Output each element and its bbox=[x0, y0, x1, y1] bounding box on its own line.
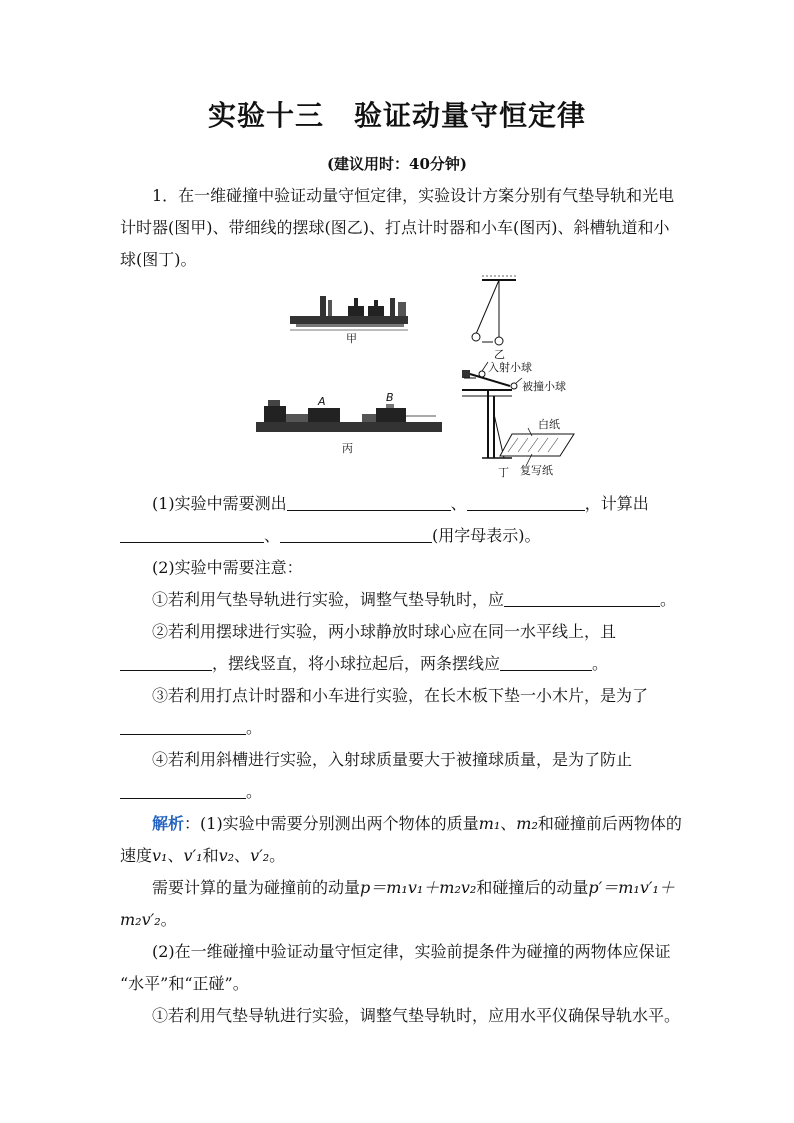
carbon-paper-label: 复写纸 bbox=[520, 464, 553, 477]
figure-ding-inclined-track bbox=[462, 362, 574, 466]
question-1-part-2-item-4-line-2: 。 bbox=[120, 781, 676, 803]
question-1-intro-line-2: 计时器(图甲)、带细线的摆球(图乙)、打点计时器和小车(图丙)、斜槽轨道和小 bbox=[120, 218, 670, 237]
question-1-part-2-item-3-line-2: 。 bbox=[120, 717, 676, 739]
experiment-figures bbox=[250, 274, 590, 490]
question-1-part-2-item-4-line-1: ④若利用斜槽进行实验，入射球质量要大于被撞球质量，是为了防止 bbox=[152, 750, 633, 769]
analysis-line-3: 需要计算的量为碰撞前的动量p＝m₁v₁＋m₂v₂和碰撞后的动量p′＝m₁v′₁＋ bbox=[152, 878, 675, 897]
answer-blank-5[interactable] bbox=[504, 590, 660, 607]
figure-label-jia: 甲 bbox=[346, 332, 357, 345]
analysis-line-7: ①若利用气垫导轨进行实验，调整气垫导轨时，应用水平仪确保导轨水平。 bbox=[152, 1006, 681, 1025]
title-experiment-name: 验证动量守恒定律 bbox=[354, 99, 587, 132]
analysis-line-1: 解析：(1)实验中需要分别测出两个物体的质量m₁、m₂和碰撞前后两物体的 bbox=[152, 814, 682, 833]
answer-blank-7[interactable] bbox=[500, 654, 592, 671]
analysis-tag: 解析 bbox=[152, 814, 185, 833]
question-1-intro-line-3: 球(图丁)。 bbox=[120, 250, 197, 269]
cart-a-label: A bbox=[318, 395, 326, 408]
figure-jia-air-track bbox=[290, 296, 408, 330]
analysis-line-4: m₂v′₂。 bbox=[120, 910, 177, 929]
answer-blank-9[interactable] bbox=[120, 782, 246, 799]
figure-label-yi: 乙 bbox=[494, 348, 505, 361]
incident-ball-label: 入射小球 bbox=[488, 361, 532, 374]
question-1-part-1-line-2: 、 (用字母表示)。 bbox=[120, 525, 676, 547]
title-experiment-number: 实验十三 bbox=[207, 99, 324, 132]
question-1-part-2-item-2-line-1: ②若利用摆球进行实验，两小球静放时球心应在同一水平线上，且 bbox=[152, 622, 617, 641]
suggested-time: (建议用时：40分钟) bbox=[326, 155, 468, 173]
answer-blank-6[interactable] bbox=[120, 654, 212, 671]
figure-bing-carts bbox=[256, 400, 442, 432]
question-1-part-2-item-3-line-1: ③若利用打点计时器和小车进行实验，在长木板下垫一小木片，是为了 bbox=[152, 686, 649, 705]
answer-blank-8[interactable] bbox=[120, 718, 246, 735]
page-title bbox=[0, 94, 794, 134]
analysis-line-6: “水平”和“正碰”。 bbox=[120, 974, 249, 993]
answer-blank-2[interactable] bbox=[467, 494, 585, 511]
question-1-part-2-item-2-line-2: ，摆线竖直，将小球拉起后，两条摆线应 。 bbox=[120, 653, 676, 675]
question-1-intro-line-1: 1．在一维碰撞中验证动量守恒定律，实验设计方案分别有气垫导轨和光电 bbox=[152, 186, 675, 205]
analysis-line-5: (2)在一维碰撞中验证动量守恒定律，实验前提条件为碰撞的两物体应保证 bbox=[152, 942, 671, 961]
question-1-part-1-line-1: (1)实验中需要测出 、 ，计算出 bbox=[152, 494, 649, 513]
answer-blank-1[interactable] bbox=[287, 494, 451, 511]
analysis-line-2: 速度v₁、v′₁和v₂、v′₂。 bbox=[120, 846, 286, 865]
figure-yi-pendulum bbox=[472, 276, 516, 345]
question-1-part-2-heading: (2)实验中需要注意： bbox=[152, 558, 303, 577]
white-paper-label: 白纸 bbox=[538, 418, 560, 431]
figure-label-ding: 丁 bbox=[498, 466, 509, 479]
target-ball-label: 被撞小球 bbox=[522, 380, 566, 393]
answer-blank-3[interactable] bbox=[120, 526, 264, 543]
figures-svg bbox=[250, 274, 590, 490]
figure-label-bing: 丙 bbox=[342, 442, 353, 455]
cart-b-label: B bbox=[386, 391, 394, 404]
question-1-part-2-item-1: ①若利用气垫导轨进行实验，调整气垫导轨时，应 。 bbox=[152, 590, 677, 609]
answer-blank-4[interactable] bbox=[280, 526, 432, 543]
